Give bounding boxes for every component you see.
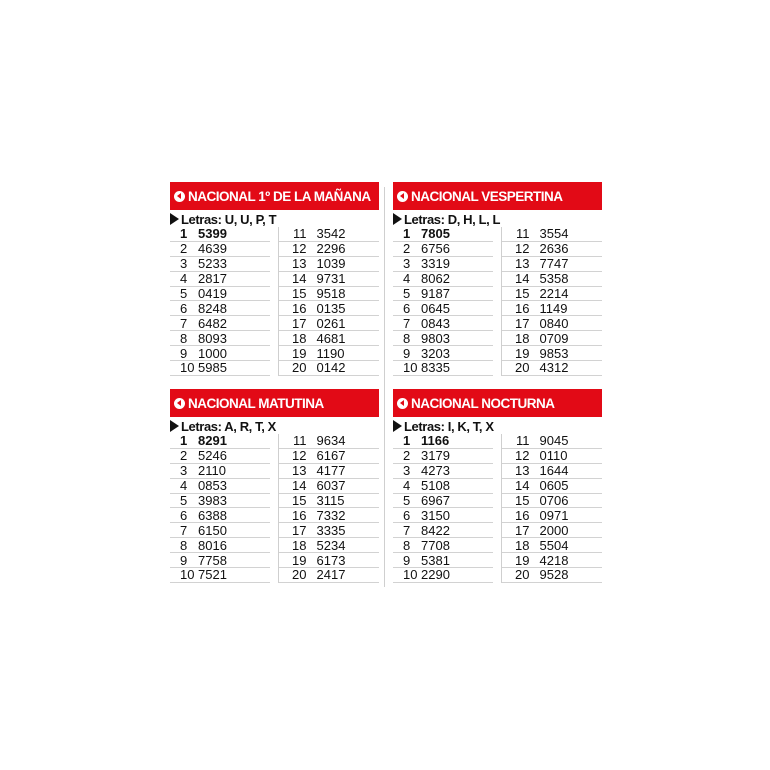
result-row [170,316,270,331]
result-row [279,568,380,583]
result-position: 11 [516,226,530,242]
result-number: 5985 [198,360,227,376]
result-position: 18 [515,537,530,553]
result-position: 2 [403,241,411,257]
result-position: 5 [403,493,411,509]
result-row [170,494,270,509]
result-position: 19 [515,345,530,361]
triangle-right-icon [393,213,402,225]
results-column-left [393,434,493,583]
result-row [502,361,603,376]
result-row [502,242,603,257]
letras-text: Letras: D, H, L, L [404,211,501,227]
result-position: 14 [292,271,307,287]
result-row [279,494,380,509]
result-row [502,287,603,302]
arrow-circle-icon [174,398,185,409]
result-position: 12 [515,241,530,257]
result-position: 18 [292,330,307,346]
result-row [170,538,270,553]
result-number: 7747 [539,256,569,272]
result-position: 15 [292,493,307,509]
result-number: 0135 [316,300,346,316]
result-row [502,464,603,479]
result-number: 3542 [316,226,346,242]
result-number: 6482 [198,315,227,331]
result-position: 4 [180,478,188,494]
result-number: 2296 [316,241,346,257]
result-row [170,523,270,538]
triangle-right-icon [393,420,402,432]
result-number: 0142 [316,360,346,376]
results-columns [170,227,379,376]
result-position: 3 [180,256,188,272]
result-number: 1190 [316,345,345,361]
result-position: 19 [515,552,530,568]
result-row [170,434,270,449]
result-number: 5233 [198,256,227,272]
result-row [279,346,380,361]
result-position: 1 [180,433,188,449]
result-number: 8248 [198,300,227,316]
result-number: 0110 [539,448,568,464]
result-position: 19 [292,345,307,361]
result-position: 20 [292,567,307,583]
result-position: 18 [292,537,307,553]
lottery-panel [170,389,379,583]
divider-vertical [384,187,385,587]
result-row [279,331,380,346]
results-column-left [170,434,270,583]
result-row [170,257,270,272]
result-position: 9 [180,345,188,361]
result-position: 17 [292,315,307,331]
result-number: 8016 [198,537,227,553]
result-row [279,272,380,287]
result-row [170,568,270,583]
result-number: 5504 [539,537,569,553]
result-position: 17 [292,522,307,538]
result-number: 1039 [316,256,346,272]
result-row [170,331,270,346]
result-position: 8 [180,537,188,553]
result-position: 12 [515,448,530,464]
result-number: 7708 [421,537,450,553]
letras-line [393,418,602,434]
letras-text: Letras: A, R, T, X [181,418,276,434]
result-position: 6 [403,300,411,316]
result-row [393,449,493,464]
result-number: 7805 [421,226,450,242]
result-position: 15 [292,286,307,302]
result-position: 10 [180,567,195,583]
result-row [393,538,493,553]
result-number: 0843 [421,315,450,331]
results-columns [393,434,602,583]
result-number: 0645 [421,300,450,316]
result-row [502,494,603,509]
result-row [393,242,493,257]
result-position: 9 [403,552,411,568]
result-position: 10 [180,360,195,376]
result-number: 2417 [316,567,346,583]
result-number: 1000 [198,345,227,361]
result-number: 7521 [198,567,227,583]
result-position: 7 [180,315,188,331]
result-number: 9803 [421,330,450,346]
result-row [279,553,380,568]
result-number: 6967 [421,493,450,509]
result-position: 3 [180,463,188,479]
result-row [279,227,380,242]
result-position: 2 [180,448,188,464]
result-number: 5234 [316,537,346,553]
result-row [170,272,270,287]
result-position: 14 [292,478,307,494]
result-position: 1 [403,433,411,449]
result-number: 0419 [198,286,227,302]
letras-line [170,211,379,227]
result-number: 1149 [539,300,568,316]
result-number: 9045 [539,433,569,449]
result-number: 5108 [421,478,450,494]
result-position: 18 [515,330,530,346]
result-position: 9 [180,552,188,568]
result-number: 9853 [539,345,569,361]
result-number: 0853 [198,478,227,494]
result-number: 6173 [316,552,346,568]
result-number: 3554 [539,226,569,242]
panel-header [170,182,379,210]
result-number: 3203 [421,345,450,361]
result-position: 17 [515,315,530,331]
result-number: 2636 [539,241,569,257]
results-columns [170,434,379,583]
result-row [279,287,380,302]
result-row [393,553,493,568]
result-row [279,479,380,494]
result-row [502,227,603,242]
result-row [279,434,380,449]
result-row [502,553,603,568]
result-position: 19 [292,552,307,568]
panel-title: NACIONAL 1º DE LA MAÑANA [188,188,371,204]
result-row [279,316,380,331]
result-row [170,361,270,376]
result-position: 17 [515,522,530,538]
result-row [393,227,493,242]
result-number: 9187 [421,286,450,302]
result-row [279,242,380,257]
lottery-panel [393,389,602,583]
letras-text: Letras: I, K, T, X [404,418,494,434]
result-number: 2817 [198,271,227,287]
result-position: 11 [293,433,307,449]
result-row [170,508,270,523]
result-row [170,553,270,568]
result-number: 6037 [316,478,346,494]
result-number: 9518 [316,286,346,302]
result-number: 3319 [421,256,450,272]
result-number: 9731 [316,271,346,287]
result-row [279,523,380,538]
result-position: 1 [180,226,188,242]
result-row [393,479,493,494]
result-number: 0261 [316,315,346,331]
results-column-right [501,434,603,583]
result-position: 20 [515,567,530,583]
result-row [502,479,603,494]
letras-line [393,211,602,227]
result-position: 15 [515,286,530,302]
result-position: 10 [403,567,418,583]
result-position: 7 [403,315,411,331]
result-row [393,331,493,346]
result-position: 6 [403,507,411,523]
result-row [279,449,380,464]
panel-header [170,389,379,417]
result-row [502,449,603,464]
result-position: 3 [403,256,411,272]
result-row [170,287,270,302]
result-position: 14 [515,271,530,287]
result-position: 6 [180,507,188,523]
result-position: 8 [180,330,188,346]
result-row [279,508,380,523]
result-number: 5381 [421,552,450,568]
result-row [170,227,270,242]
panel-title: NACIONAL MATUTINA [188,395,324,411]
lottery-panel [170,182,379,376]
result-position: 1 [403,226,411,242]
result-number: 0709 [539,330,569,346]
result-number: 9634 [316,433,346,449]
letras-line [170,418,379,434]
result-number: 5246 [198,448,227,464]
result-number: 7758 [198,552,227,568]
result-number: 3335 [316,522,346,538]
result-number: 0971 [539,507,569,523]
result-position: 11 [516,433,530,449]
letras-text: Letras: U, U, P, T [181,211,277,227]
result-position: 4 [403,478,411,494]
result-row [393,361,493,376]
result-position: 20 [515,360,530,376]
result-position: 12 [292,448,307,464]
result-row [502,257,603,272]
result-position: 20 [292,360,307,376]
result-number: 1166 [421,433,450,449]
result-number: 4218 [539,552,569,568]
result-row [393,287,493,302]
result-row [170,346,270,361]
result-row [170,479,270,494]
result-number: 2214 [539,286,569,302]
result-row [393,346,493,361]
result-number: 3150 [421,507,450,523]
result-row [502,331,603,346]
result-row [502,301,603,316]
result-number: 3179 [421,448,450,464]
result-position: 15 [515,493,530,509]
result-number: 6167 [316,448,346,464]
result-position: 5 [180,493,188,509]
panel-header [393,182,602,210]
arrow-circle-icon [397,191,408,202]
result-number: 2000 [539,522,569,538]
result-position: 13 [292,256,307,272]
result-position: 9 [403,345,411,361]
result-row [393,257,493,272]
result-number: 6756 [421,241,450,257]
arrow-circle-icon [174,191,185,202]
result-position: 10 [403,360,418,376]
result-row [170,449,270,464]
lottery-panel [393,182,602,376]
result-number: 8062 [421,271,450,287]
result-number: 3115 [316,493,345,509]
result-number: 0706 [539,493,569,509]
result-number: 4681 [316,330,346,346]
arrow-circle-icon [397,398,408,409]
triangle-right-icon [170,213,179,225]
panel-title: NACIONAL NOCTURNA [411,395,555,411]
result-number: 0605 [539,478,569,494]
result-number: 9528 [539,567,569,583]
result-row [502,316,603,331]
result-position: 5 [180,286,188,302]
result-position: 13 [515,256,530,272]
result-number: 8093 [198,330,227,346]
result-row [279,301,380,316]
result-row [393,523,493,538]
result-row [393,508,493,523]
result-number: 4273 [421,463,450,479]
result-row [502,538,603,553]
result-row [279,538,380,553]
result-row [502,434,603,449]
result-number: 1644 [539,463,569,479]
result-position: 13 [515,463,530,479]
result-position: 4 [180,271,188,287]
result-number: 6150 [198,522,227,538]
result-position: 13 [292,463,307,479]
result-position: 7 [403,522,411,538]
results-column-left [393,227,493,376]
result-number: 4177 [316,463,346,479]
result-number: 4639 [198,241,227,257]
result-position: 3 [403,463,411,479]
result-row [502,508,603,523]
result-number: 8422 [421,522,450,538]
result-position: 5 [403,286,411,302]
results-column-left [170,227,270,376]
result-position: 4 [403,271,411,287]
result-row [170,301,270,316]
result-position: 16 [515,507,530,523]
result-position: 16 [292,300,307,316]
result-number: 4312 [539,360,569,376]
result-number: 2290 [421,567,450,583]
result-number: 2110 [198,463,226,479]
result-row [393,434,493,449]
result-position: 12 [292,241,307,257]
result-number: 3983 [198,493,227,509]
result-row [502,272,603,287]
result-row [279,464,380,479]
result-row [279,257,380,272]
result-row [393,464,493,479]
result-row [393,494,493,509]
result-row [502,568,603,583]
result-number: 8335 [421,360,450,376]
result-row [393,568,493,583]
result-row [279,361,380,376]
triangle-right-icon [170,420,179,432]
result-position: 16 [292,507,307,523]
result-number: 6388 [198,507,227,523]
result-position: 2 [180,241,188,257]
results-columns [393,227,602,376]
result-position: 8 [403,537,411,553]
result-number: 5358 [539,271,569,287]
result-number: 5399 [198,226,227,242]
result-row [502,346,603,361]
panel-header [393,389,602,417]
result-position: 6 [180,300,188,316]
result-number: 8291 [198,433,227,449]
result-position: 2 [403,448,411,464]
result-position: 11 [293,226,307,242]
result-row [170,464,270,479]
panel-title: NACIONAL VESPERTINA [411,188,563,204]
result-number: 0840 [539,315,569,331]
result-position: 14 [515,478,530,494]
results-column-right [278,434,380,583]
results-column-right [278,227,380,376]
result-row [393,316,493,331]
result-position: 8 [403,330,411,346]
result-position: 16 [515,300,530,316]
result-position: 7 [180,522,188,538]
result-number: 7332 [316,507,346,523]
result-row [170,242,270,257]
result-row [393,301,493,316]
results-column-right [501,227,603,376]
result-row [393,272,493,287]
result-row [502,523,603,538]
